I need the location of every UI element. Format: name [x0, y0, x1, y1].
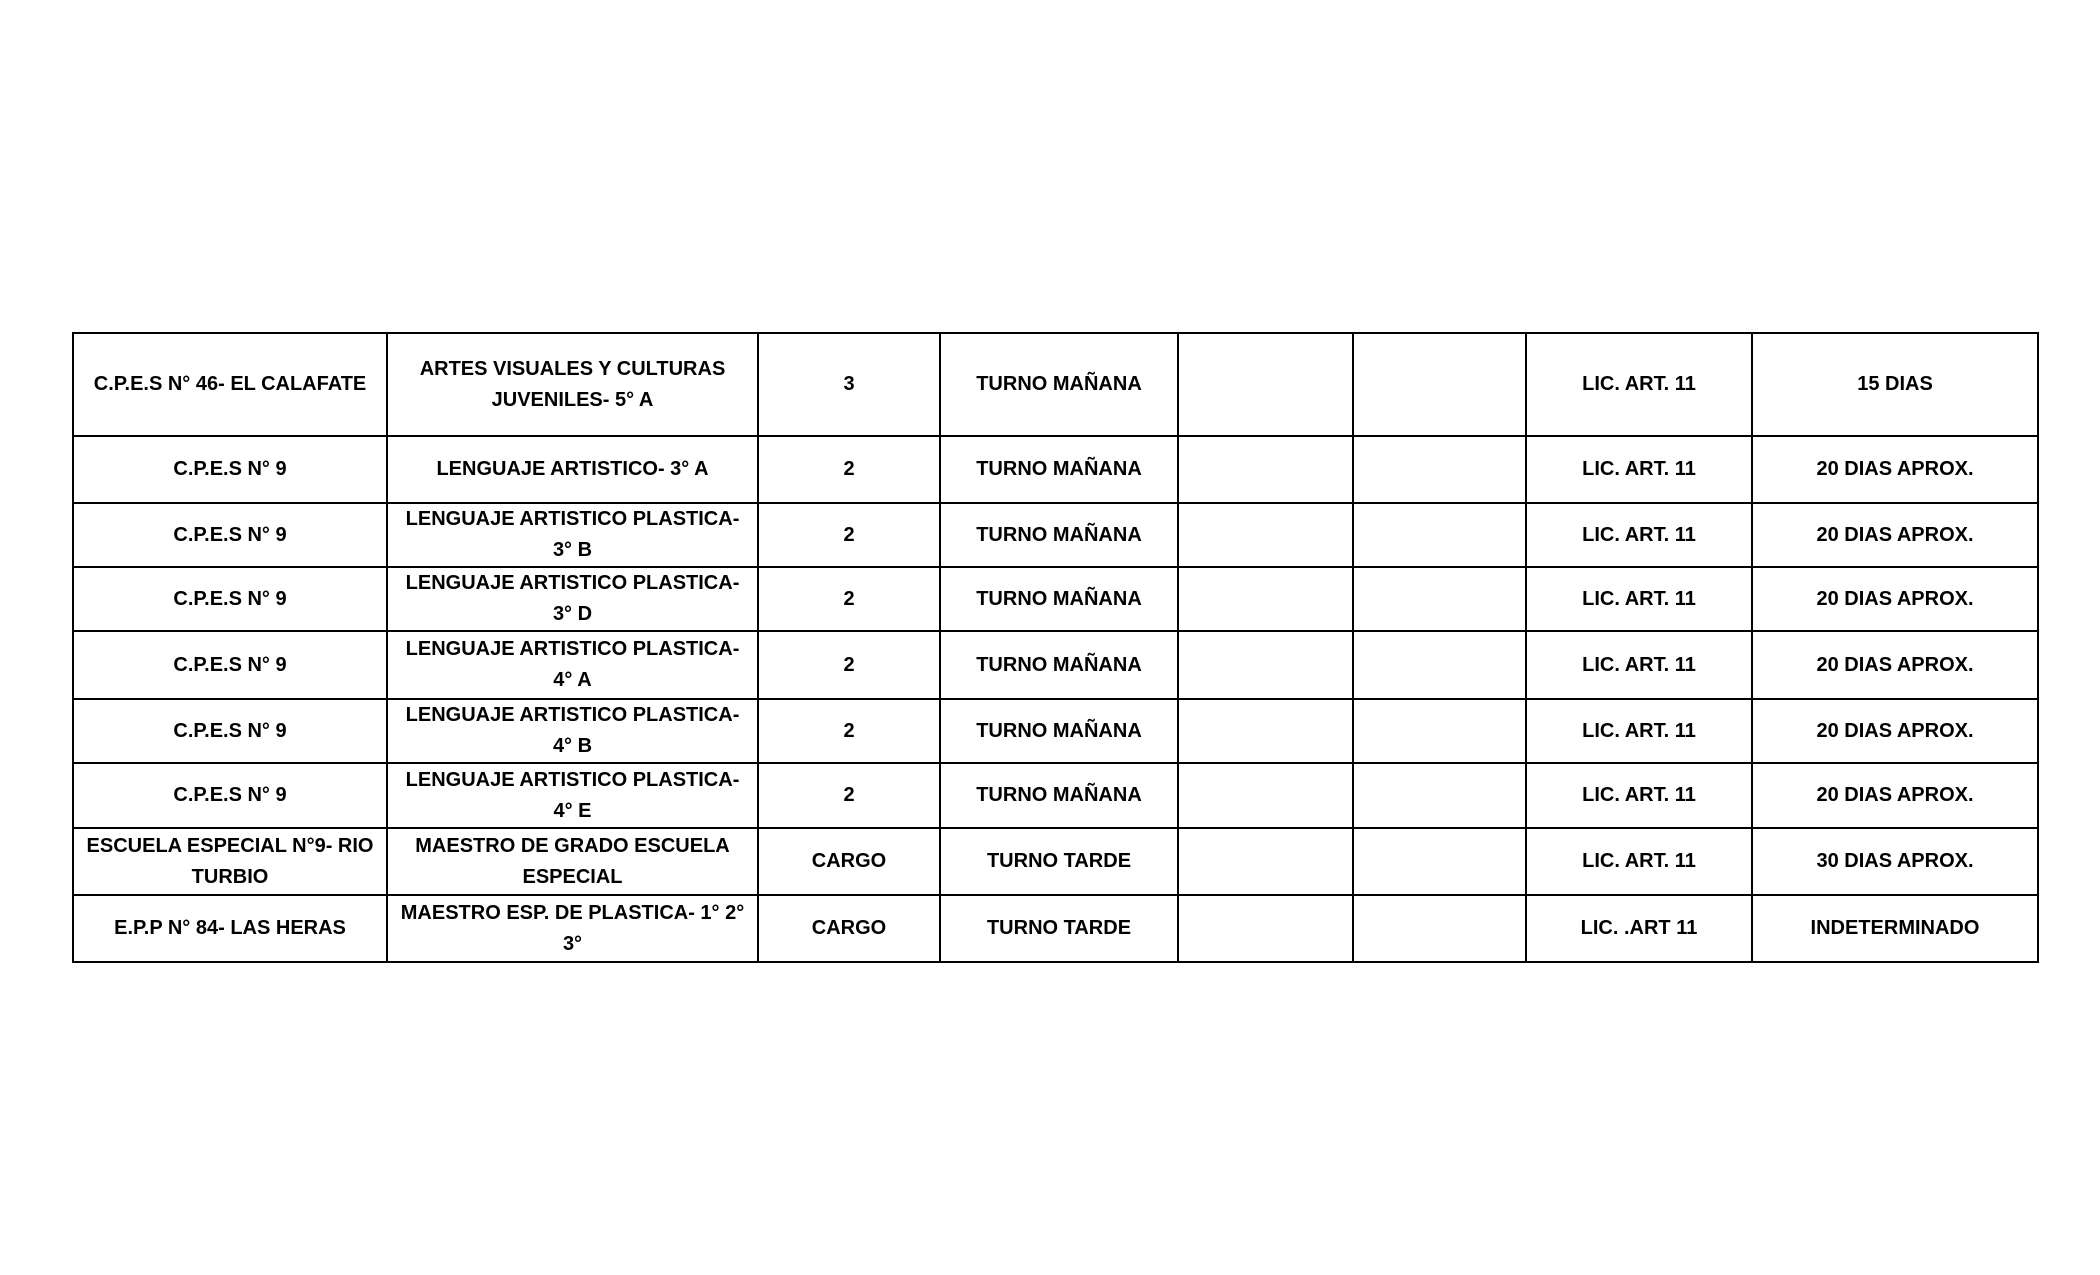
cell-school: E.P.P N° 84- LAS HERAS: [73, 895, 387, 962]
cell-shift: TURNO MAÑANA: [940, 333, 1178, 436]
table-row: [73, 828, 2038, 895]
cell-duration: INDETERMINADO: [1752, 895, 2038, 962]
cell-empty-1: [1178, 503, 1353, 567]
cell-duration: 20 DIAS APROX.: [1752, 503, 2038, 567]
cell-empty-2: [1353, 503, 1526, 567]
table-row: [73, 567, 2038, 631]
cell-empty-2: [1353, 763, 1526, 828]
cell-license: LIC. ART. 11: [1526, 631, 1752, 699]
cell-subject: LENGUAJE ARTISTICO PLASTICA- 4° E: [387, 763, 758, 828]
cell-duration: 20 DIAS APROX.: [1752, 631, 2038, 699]
cell-school: C.P.E.S N° 9: [73, 699, 387, 763]
cell-subject: LENGUAJE ARTISTICO PLASTICA- 4° B: [387, 699, 758, 763]
table-row: [73, 436, 2038, 503]
cell-empty-1: [1178, 763, 1353, 828]
cell-shift: TURNO TARDE: [940, 895, 1178, 962]
cell-shift: TURNO MAÑANA: [940, 763, 1178, 828]
cell-hours: 2: [758, 503, 940, 567]
cell-school: C.P.E.S N° 9: [73, 631, 387, 699]
cell-shift: TURNO MAÑANA: [940, 699, 1178, 763]
cell-school: C.P.E.S N° 9: [73, 503, 387, 567]
cell-subject: LENGUAJE ARTISTICO PLASTICA- 3° B: [387, 503, 758, 567]
cell-school: ESCUELA ESPECIAL N°9- RIO TURBIO: [73, 828, 387, 895]
table-row: [73, 895, 2038, 962]
cell-duration: 20 DIAS APROX.: [1752, 763, 2038, 828]
table-row: [73, 333, 2038, 436]
table-body: [73, 333, 2038, 962]
cell-license: LIC. ART. 11: [1526, 503, 1752, 567]
table-row: [73, 503, 2038, 567]
cell-empty-1: [1178, 333, 1353, 436]
cell-empty-2: [1353, 436, 1526, 503]
cell-license: LIC. ART. 11: [1526, 828, 1752, 895]
table-row: [73, 631, 2038, 699]
cell-duration: 30 DIAS APROX.: [1752, 828, 2038, 895]
cell-empty-1: [1178, 895, 1353, 962]
cell-license: LIC. ART. 11: [1526, 763, 1752, 828]
cell-hours: CARGO: [758, 828, 940, 895]
cell-license: LIC. ART. 11: [1526, 436, 1752, 503]
cell-subject: LENGUAJE ARTISTICO PLASTICA- 3° D: [387, 567, 758, 631]
cell-empty-1: [1178, 436, 1353, 503]
cell-hours: 2: [758, 436, 940, 503]
cell-school: C.P.E.S N° 46- EL CALAFATE: [73, 333, 387, 436]
cell-subject: MAESTRO DE GRADO ESCUELA ESPECIAL: [387, 828, 758, 895]
cell-empty-2: [1353, 567, 1526, 631]
cell-subject: LENGUAJE ARTISTICO- 3° A: [387, 436, 758, 503]
cell-empty-2: [1353, 631, 1526, 699]
cell-hours: 2: [758, 631, 940, 699]
cell-shift: TURNO MAÑANA: [940, 503, 1178, 567]
cell-hours: 2: [758, 763, 940, 828]
cell-hours: 2: [758, 567, 940, 631]
cell-shift: TURNO MAÑANA: [940, 436, 1178, 503]
cell-license: LIC. .ART 11: [1526, 895, 1752, 962]
cell-school: C.P.E.S N° 9: [73, 763, 387, 828]
cell-empty-2: [1353, 895, 1526, 962]
cell-empty-1: [1178, 699, 1353, 763]
cell-license: LIC. ART. 11: [1526, 333, 1752, 436]
cell-duration: 20 DIAS APROX.: [1752, 699, 2038, 763]
cell-empty-2: [1353, 699, 1526, 763]
cell-license: LIC. ART. 11: [1526, 567, 1752, 631]
cell-shift: TURNO TARDE: [940, 828, 1178, 895]
cell-license: LIC. ART. 11: [1526, 699, 1752, 763]
cell-empty-1: [1178, 567, 1353, 631]
cell-duration: 20 DIAS APROX.: [1752, 436, 2038, 503]
cell-empty-2: [1353, 333, 1526, 436]
cell-subject: ARTES VISUALES Y CULTURAS JUVENILES- 5° A: [387, 333, 758, 436]
cell-empty-2: [1353, 828, 1526, 895]
cell-empty-1: [1178, 631, 1353, 699]
cell-school: C.P.E.S N° 9: [73, 436, 387, 503]
cell-hours: CARGO: [758, 895, 940, 962]
cell-empty-1: [1178, 828, 1353, 895]
cell-hours: 3: [758, 333, 940, 436]
table-row: [73, 763, 2038, 828]
cell-shift: TURNO MAÑANA: [940, 631, 1178, 699]
cell-school: C.P.E.S N° 9: [73, 567, 387, 631]
vacancy-table: [72, 332, 2039, 963]
cell-shift: TURNO MAÑANA: [940, 567, 1178, 631]
cell-subject: LENGUAJE ARTISTICO PLASTICA- 4° A: [387, 631, 758, 699]
cell-hours: 2: [758, 699, 940, 763]
cell-subject: MAESTRO ESP. DE PLASTICA- 1° 2° 3°: [387, 895, 758, 962]
cell-duration: 20 DIAS APROX.: [1752, 567, 2038, 631]
cell-duration: 15 DIAS: [1752, 333, 2038, 436]
table-row: [73, 699, 2038, 763]
